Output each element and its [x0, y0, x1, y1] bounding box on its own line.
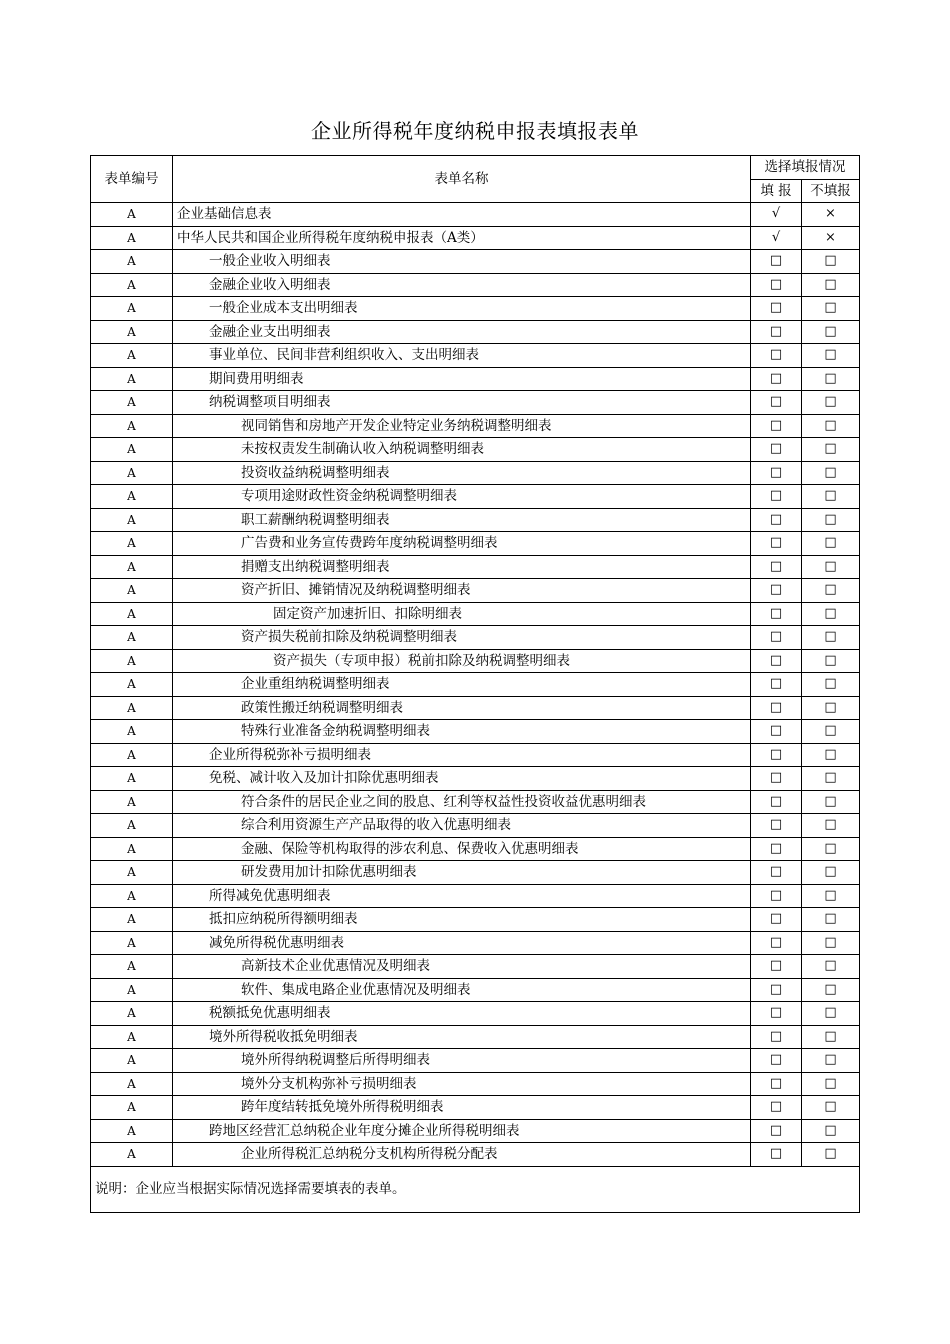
form-name: 中华人民共和国企业所得税年度纳税申报表（A类） — [173, 226, 751, 250]
table-body — [91, 203, 860, 1167]
fill-checkbox[interactable]: □ — [751, 508, 802, 532]
form-name: 跨年度结转抵免境外所得税明细表 — [173, 1096, 751, 1120]
table-row — [91, 1072, 860, 1096]
form-code: A — [91, 1002, 173, 1026]
form-name: 未按权责发生制确认收入纳税调整明细表 — [173, 438, 751, 462]
form-name: 符合条件的居民企业之间的股息、红利等权益性投资收益优惠明细表 — [173, 790, 751, 814]
fill-checkbox[interactable]: □ — [751, 391, 802, 415]
form-code: A — [91, 673, 173, 697]
form-name: 境外所得税收抵免明细表 — [173, 1025, 751, 1049]
fill-checkbox[interactable]: □ — [751, 696, 802, 720]
table-row — [91, 461, 860, 485]
nofill-checkbox[interactable]: □ — [802, 814, 860, 838]
fill-checkbox[interactable]: □ — [751, 673, 802, 697]
nofill-checkbox[interactable]: □ — [802, 884, 860, 908]
form-name: 纳税调整项目明细表 — [173, 391, 751, 415]
form-name: 高新技术企业优惠情况及明细表 — [173, 955, 751, 979]
nofill-checkbox[interactable]: □ — [802, 297, 860, 321]
form-code: A — [91, 743, 173, 767]
fill-checkbox[interactable]: □ — [751, 837, 802, 861]
fill-checkbox[interactable]: √ — [751, 203, 802, 227]
table-row — [91, 908, 860, 932]
table-row — [91, 720, 860, 744]
form-name: 资产损失（专项申报）税前扣除及纳税调整明细表 — [173, 649, 751, 673]
form-name: 企业基础信息表 — [173, 203, 751, 227]
table-row — [91, 884, 860, 908]
table-row — [91, 367, 860, 391]
form-code: A — [91, 461, 173, 485]
nofill-checkbox[interactable]: □ — [802, 649, 860, 673]
form-code: A — [91, 767, 173, 791]
fill-checkbox[interactable]: □ — [751, 955, 802, 979]
header-name: 表单名称 — [173, 156, 751, 203]
form-code: A — [91, 814, 173, 838]
header-row — [91, 156, 860, 180]
nofill-checkbox[interactable]: □ — [802, 790, 860, 814]
nofill-checkbox[interactable]: □ — [802, 673, 860, 697]
header-nofill: 不填报 — [802, 179, 860, 203]
form-code: A — [91, 579, 173, 603]
fill-checkbox[interactable]: □ — [751, 250, 802, 274]
nofill-checkbox[interactable]: □ — [802, 1096, 860, 1120]
table-row — [91, 320, 860, 344]
form-code: A — [91, 861, 173, 885]
form-name: 广告费和业务宣传费跨年度纳税调整明细表 — [173, 532, 751, 556]
table-row — [91, 203, 860, 227]
fill-checkbox[interactable]: □ — [751, 908, 802, 932]
form-name: 软件、集成电路企业优惠情况及明细表 — [173, 978, 751, 1002]
form-code: A — [91, 297, 173, 321]
form-name: 固定资产加速折旧、扣除明细表 — [173, 602, 751, 626]
form-name: 所得减免优惠明细表 — [173, 884, 751, 908]
table-row — [91, 414, 860, 438]
form-name: 资产折旧、摊销情况及纳税调整明细表 — [173, 579, 751, 603]
form-code: A — [91, 414, 173, 438]
fill-checkbox[interactable]: □ — [751, 767, 802, 791]
fill-checkbox[interactable]: □ — [751, 1072, 802, 1096]
nofill-checkbox[interactable]: □ — [802, 602, 860, 626]
fill-checkbox[interactable]: □ — [751, 344, 802, 368]
form-code: A — [91, 226, 173, 250]
nofill-checkbox[interactable]: □ — [802, 508, 860, 532]
form-code: A — [91, 508, 173, 532]
form-selection-table — [90, 155, 860, 1213]
table-row — [91, 673, 860, 697]
table-row — [91, 649, 860, 673]
fill-checkbox[interactable]: □ — [751, 532, 802, 556]
fill-checkbox[interactable]: □ — [751, 461, 802, 485]
nofill-checkbox[interactable]: □ — [802, 320, 860, 344]
nofill-checkbox[interactable]: □ — [802, 273, 860, 297]
nofill-checkbox[interactable]: □ — [802, 720, 860, 744]
form-name: 研发费用加计扣除优惠明细表 — [173, 861, 751, 885]
form-code: A — [91, 1072, 173, 1096]
nofill-checkbox[interactable]: □ — [802, 461, 860, 485]
nofill-checkbox[interactable]: × — [802, 226, 860, 250]
nofill-checkbox[interactable]: □ — [802, 414, 860, 438]
nofill-checkbox[interactable]: □ — [802, 1119, 860, 1143]
fill-checkbox[interactable]: □ — [751, 743, 802, 767]
nofill-checkbox[interactable]: □ — [802, 931, 860, 955]
fill-checkbox[interactable]: □ — [751, 320, 802, 344]
table-row — [91, 391, 860, 415]
form-code: A — [91, 273, 173, 297]
nofill-checkbox[interactable]: □ — [802, 367, 860, 391]
fill-checkbox[interactable]: □ — [751, 555, 802, 579]
form-code: A — [91, 250, 173, 274]
fill-checkbox[interactable]: □ — [751, 438, 802, 462]
fill-checkbox[interactable]: □ — [751, 626, 802, 650]
table-row — [91, 837, 860, 861]
form-name: 金融企业支出明细表 — [173, 320, 751, 344]
table-row — [91, 978, 860, 1002]
table-row — [91, 438, 860, 462]
form-name: 特殊行业准备金纳税调整明细表 — [173, 720, 751, 744]
nofill-checkbox[interactable]: □ — [802, 978, 860, 1002]
form-name: 专项用途财政性资金纳税调整明细表 — [173, 485, 751, 509]
form-code: A — [91, 649, 173, 673]
form-code: A — [91, 720, 173, 744]
table-row — [91, 1002, 860, 1026]
note-text: 说明：企业应当根据实际情况选择需要填表的表单。 — [91, 1166, 860, 1212]
table-row — [91, 1049, 860, 1073]
table-row — [91, 579, 860, 603]
nofill-checkbox[interactable]: □ — [802, 908, 860, 932]
form-name: 境外所得纳税调整后所得明细表 — [173, 1049, 751, 1073]
form-name: 职工薪酬纳税调整明细表 — [173, 508, 751, 532]
nofill-checkbox[interactable]: □ — [802, 1072, 860, 1096]
table-row — [91, 555, 860, 579]
header-select: 选择填报情况 — [751, 156, 860, 180]
form-code: A — [91, 837, 173, 861]
form-code: A — [91, 978, 173, 1002]
nofill-checkbox[interactable]: □ — [802, 743, 860, 767]
form-name: 事业单位、民间非营利组织收入、支出明细表 — [173, 344, 751, 368]
form-code: A — [91, 1025, 173, 1049]
nofill-checkbox[interactable]: □ — [802, 696, 860, 720]
nofill-checkbox[interactable]: × — [802, 203, 860, 227]
form-code: A — [91, 884, 173, 908]
form-name: 境外分支机构弥补亏损明细表 — [173, 1072, 751, 1096]
table-row — [91, 226, 860, 250]
fill-checkbox[interactable]: □ — [751, 297, 802, 321]
fill-checkbox[interactable]: □ — [751, 790, 802, 814]
table-row — [91, 532, 860, 556]
form-code: A — [91, 931, 173, 955]
header-code: 表单编号 — [91, 156, 173, 203]
table-row — [91, 814, 860, 838]
fill-checkbox[interactable]: □ — [751, 1119, 802, 1143]
fill-checkbox[interactable]: □ — [751, 649, 802, 673]
form-name: 减免所得税优惠明细表 — [173, 931, 751, 955]
form-name: 一般企业收入明细表 — [173, 250, 751, 274]
form-code: A — [91, 367, 173, 391]
nofill-checkbox[interactable]: □ — [802, 579, 860, 603]
form-code: A — [91, 1119, 173, 1143]
form-name: 一般企业成本支出明细表 — [173, 297, 751, 321]
form-code: A — [91, 955, 173, 979]
form-code: A — [91, 790, 173, 814]
fill-checkbox[interactable]: □ — [751, 1002, 802, 1026]
form-name: 政策性搬迁纳税调整明细表 — [173, 696, 751, 720]
fill-checkbox[interactable]: □ — [751, 273, 802, 297]
fill-checkbox[interactable]: □ — [751, 814, 802, 838]
nofill-checkbox[interactable]: □ — [802, 344, 860, 368]
fill-checkbox[interactable]: □ — [751, 1096, 802, 1120]
nofill-checkbox[interactable]: □ — [802, 767, 860, 791]
form-name: 捐赠支出纳税调整明细表 — [173, 555, 751, 579]
fill-checkbox[interactable]: □ — [751, 1143, 802, 1167]
form-code: A — [91, 391, 173, 415]
table-row — [91, 767, 860, 791]
table-row — [91, 626, 860, 650]
form-code: A — [91, 602, 173, 626]
table-row — [91, 931, 860, 955]
note-row — [91, 1166, 860, 1212]
table-row — [91, 602, 860, 626]
form-code: A — [91, 532, 173, 556]
nofill-checkbox[interactable]: □ — [802, 485, 860, 509]
nofill-checkbox[interactable]: □ — [802, 438, 860, 462]
table-row — [91, 1025, 860, 1049]
form-name: 抵扣应纳税所得额明细表 — [173, 908, 751, 932]
nofill-checkbox[interactable]: □ — [802, 532, 860, 556]
fill-checkbox[interactable]: □ — [751, 978, 802, 1002]
form-name: 视同销售和房地产开发企业特定业务纳税调整明细表 — [173, 414, 751, 438]
form-name: 投资收益纳税调整明细表 — [173, 461, 751, 485]
table-row — [91, 508, 860, 532]
table-row — [91, 485, 860, 509]
table-row — [91, 743, 860, 767]
fill-checkbox[interactable]: □ — [751, 861, 802, 885]
fill-checkbox[interactable]: □ — [751, 1025, 802, 1049]
table-row — [91, 861, 860, 885]
fill-checkbox[interactable]: □ — [751, 367, 802, 391]
nofill-checkbox[interactable]: □ — [802, 1025, 860, 1049]
nofill-checkbox[interactable]: □ — [802, 555, 860, 579]
fill-checkbox[interactable]: □ — [751, 579, 802, 603]
table-row — [91, 1119, 860, 1143]
nofill-checkbox[interactable]: □ — [802, 1002, 860, 1026]
table-row — [91, 696, 860, 720]
fill-checkbox[interactable]: □ — [751, 720, 802, 744]
fill-checkbox[interactable]: □ — [751, 414, 802, 438]
table-row — [91, 344, 860, 368]
form-name: 资产损失税前扣除及纳税调整明细表 — [173, 626, 751, 650]
header-fill: 填 报 — [751, 179, 802, 203]
table-row — [91, 250, 860, 274]
fill-checkbox[interactable]: □ — [751, 602, 802, 626]
table-row — [91, 273, 860, 297]
table-row — [91, 1143, 860, 1167]
nofill-checkbox[interactable]: □ — [802, 861, 860, 885]
form-name: 综合利用资源生产产品取得的收入优惠明细表 — [173, 814, 751, 838]
form-name: 金融、保险等机构取得的涉农利息、保费收入优惠明细表 — [173, 837, 751, 861]
form-name: 税额抵免优惠明细表 — [173, 1002, 751, 1026]
form-code: A — [91, 344, 173, 368]
form-name: 跨地区经营汇总纳税企业年度分摊企业所得税明细表 — [173, 1119, 751, 1143]
form-code: A — [91, 203, 173, 227]
nofill-checkbox[interactable]: □ — [802, 391, 860, 415]
fill-checkbox[interactable]: □ — [751, 931, 802, 955]
form-code: A — [91, 1049, 173, 1073]
nofill-checkbox[interactable]: □ — [802, 955, 860, 979]
form-code: A — [91, 555, 173, 579]
fill-checkbox[interactable]: □ — [751, 884, 802, 908]
form-code: A — [91, 438, 173, 462]
form-code: A — [91, 320, 173, 344]
table-row — [91, 1096, 860, 1120]
form-name: 免税、减计收入及加计扣除优惠明细表 — [173, 767, 751, 791]
form-name: 企业所得税汇总纳税分支机构所得税分配表 — [173, 1143, 751, 1167]
nofill-checkbox[interactable]: □ — [802, 626, 860, 650]
form-code: A — [91, 626, 173, 650]
table-row — [91, 297, 860, 321]
form-name: 企业所得税弥补亏损明细表 — [173, 743, 751, 767]
form-code: A — [91, 1143, 173, 1167]
form-code: A — [91, 485, 173, 509]
page-title: 企业所得税年度纳税申报表填报表单 — [311, 119, 639, 143]
fill-checkbox[interactable]: □ — [751, 1049, 802, 1073]
fill-checkbox[interactable]: □ — [751, 485, 802, 509]
nofill-checkbox[interactable]: □ — [802, 1143, 860, 1167]
nofill-checkbox[interactable]: □ — [802, 1049, 860, 1073]
form-name: 企业重组纳税调整明细表 — [173, 673, 751, 697]
form-name: 金融企业收入明细表 — [173, 273, 751, 297]
fill-checkbox[interactable]: √ — [751, 226, 802, 250]
table-row — [91, 790, 860, 814]
form-code: A — [91, 908, 173, 932]
table-row — [91, 955, 860, 979]
nofill-checkbox[interactable]: □ — [802, 250, 860, 274]
form-code: A — [91, 696, 173, 720]
form-name: 期间费用明细表 — [173, 367, 751, 391]
nofill-checkbox[interactable]: □ — [802, 837, 860, 861]
form-code: A — [91, 1096, 173, 1120]
